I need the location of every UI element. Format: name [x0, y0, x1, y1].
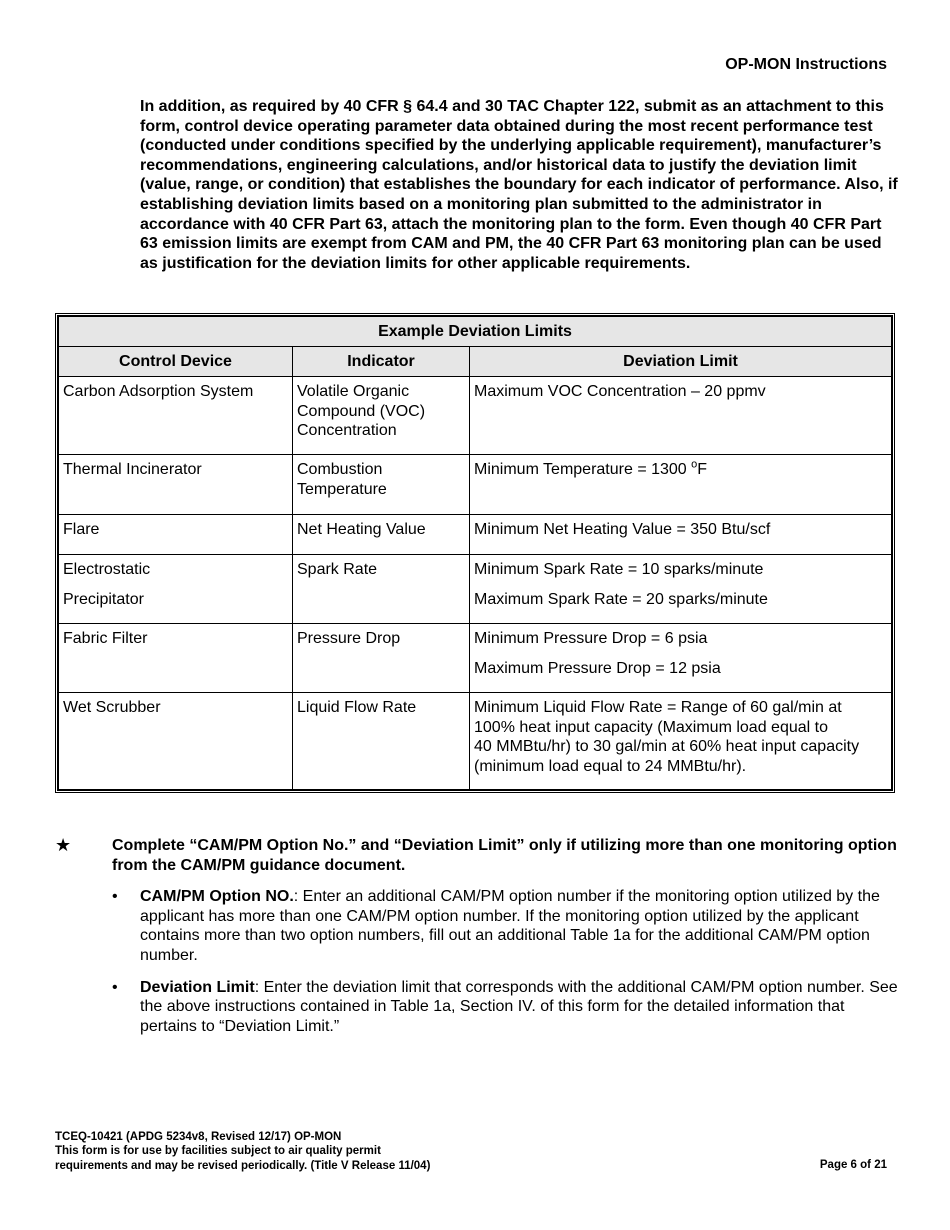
cell-indicator	[293, 515, 470, 555]
bullet-text	[140, 978, 900, 1037]
bullet-separator: :	[293, 888, 303, 906]
cell-text: Fabric Filter	[63, 630, 148, 647]
degree-superscript: o	[691, 458, 698, 471]
cell-limit	[470, 555, 892, 624]
bullet-description: Enter the deviation limit that corresponds with the additional CAM/PM option number. See the above instructions contained in Table 1a, Section IV. of this form for the detailed information that pertains to “Deviation Limit.”	[140, 978, 898, 1035]
cell-device	[59, 515, 293, 555]
footer-line: requirements and may be revised periodically. (Title V Release 11/04)	[55, 1159, 431, 1172]
cell-limit	[470, 515, 892, 555]
footer-line: TCEQ-10421 (APDG 5234v8, Revised 12/17) OP-MON	[55, 1131, 342, 1143]
cell-device	[59, 377, 293, 455]
bullet-description: Enter an additional CAM/PM option number if the monitoring option utilized by the applicant has more than one CAM/PM option number. If the monitoring option utilized by the applicant contains more than two option numbers, fill out an additional Table 1a for the additional CAM/PM option number.	[140, 888, 880, 964]
cell-text: Minimum Liquid Flow Rate = Range of 60 gal/min at	[474, 699, 842, 716]
intro-text: In addition, as required by 40 CFR § 64.4 and 30 TAC Chapter 122, submit as an attachment to this form, control device operating parameter data obtained during the most recent performance test (conducted under conditions specified by the underlying applicable requirement), manufacturer’s recommendations, engineering calculations, and/or historical data to justify the deviation limit (value, range, or condition) that establishes the boundary for each indicator of performance. Also, if establishing deviation limits based on a monitoring plan submitted to the administrator in accordance with 40 CFR Part 63, attach the monitoring plan to the form. Even though 40 CFR Part 63 emission limits are exempt from CAM and PM, the 40 CFR Part 63 monitoring plan can be used as justification for the deviation limits for other applicable requirements.	[140, 98, 898, 272]
star-icon: ★	[55, 835, 72, 855]
cell-device	[59, 455, 293, 515]
table-row	[59, 693, 892, 790]
cell-limit	[470, 693, 892, 790]
cell-text: F	[697, 461, 708, 478]
table-row	[59, 377, 892, 455]
cell-text: Volatile Organic	[297, 383, 410, 400]
cell-device	[59, 555, 293, 624]
cell-indicator	[293, 455, 470, 515]
cell-limit	[470, 624, 892, 693]
deviation-limits-table	[55, 313, 895, 793]
list-item	[112, 978, 900, 1037]
note-text: Complete “CAM/PM Option No.” and “Deviation Limit” only if utilizing more than one monitoring option from the CAM/PM guidance document.	[112, 837, 897, 874]
cell-text: Concentration	[297, 422, 397, 439]
cell-text: Minimum Spark Rate = 10 sparks/minute	[474, 561, 764, 578]
bullet-term: Deviation Limit	[140, 978, 255, 996]
table-row	[59, 555, 892, 624]
table-row	[59, 455, 892, 515]
cell-text: 100% heat input capacity (Maximum load equal to	[474, 718, 828, 736]
cell-text: Wet Scrubber	[63, 699, 161, 716]
table-row	[59, 515, 892, 555]
cell-indicator	[293, 555, 470, 624]
cell-text: Spark Rate	[297, 561, 378, 578]
bullet-separator: :	[254, 978, 264, 996]
table-caption: Example Deviation Limits	[59, 317, 892, 347]
cell-device	[59, 693, 293, 790]
cell-text: Combustion	[297, 461, 383, 478]
page-number: Page 6 of 21	[819, 1159, 887, 1171]
bullet-icon: •	[112, 978, 118, 996]
table-row	[59, 624, 892, 693]
cell-text: Temperature	[297, 480, 387, 498]
cell-text: Liquid Flow Rate	[297, 699, 417, 716]
note-bullet-list	[55, 887, 900, 1036]
cell-text: Compound (VOC)	[297, 402, 426, 420]
list-item	[112, 887, 900, 965]
cell-indicator	[293, 377, 470, 455]
intro-paragraph	[140, 97, 900, 273]
footer-line: This form is for use by facilities subject to air quality permit	[55, 1145, 381, 1158]
cell-indicator	[293, 624, 470, 693]
cell-text: Minimum Pressure Drop = 6 psia	[474, 630, 708, 647]
column-header-deviation-limit: Deviation Limit	[470, 347, 892, 377]
cell-text: Thermal Incinerator	[63, 461, 202, 478]
column-header-indicator: Indicator	[293, 347, 470, 377]
cell-device	[59, 624, 293, 693]
cell-text: Minimum Temperature = 1300	[474, 461, 692, 478]
page-header-title: OP-MON Instructions	[725, 56, 887, 73]
cell-text: Carbon Adsorption System	[63, 383, 254, 400]
cell-text: Flare	[63, 521, 100, 538]
cell-limit	[470, 377, 892, 455]
cell-text: (minimum load equal to 24 MMBtu/hr).	[474, 757, 747, 775]
cell-text: Pressure Drop	[297, 630, 401, 647]
cell-text: Precipitator	[63, 590, 144, 608]
cell-text: Maximum Spark Rate = 20 sparks/minute	[474, 590, 768, 608]
cell-indicator	[293, 693, 470, 790]
bullet-text	[140, 887, 900, 965]
cell-text: 40 MMBtu/hr) to 30 gal/min at 60% heat input capacity	[474, 738, 860, 755]
cell-text: Maximum VOC Concentration – 20 ppmv	[474, 383, 766, 400]
footer-form-info	[55, 1130, 430, 1173]
cell-text: Maximum Pressure Drop = 12 psia	[474, 659, 721, 677]
bullet-term: CAM/PM Option NO.	[140, 888, 294, 906]
cell-text: Minimum Net Heating Value = 350 Btu/scf	[474, 521, 771, 538]
bullet-icon: •	[112, 888, 118, 906]
column-header-control-device: Control Device	[59, 347, 293, 377]
cell-text: Net Heating Value	[297, 521, 426, 538]
cam-pm-note	[55, 836, 900, 1048]
cell-text: Electrostatic	[63, 561, 151, 578]
cell-limit	[470, 455, 892, 515]
